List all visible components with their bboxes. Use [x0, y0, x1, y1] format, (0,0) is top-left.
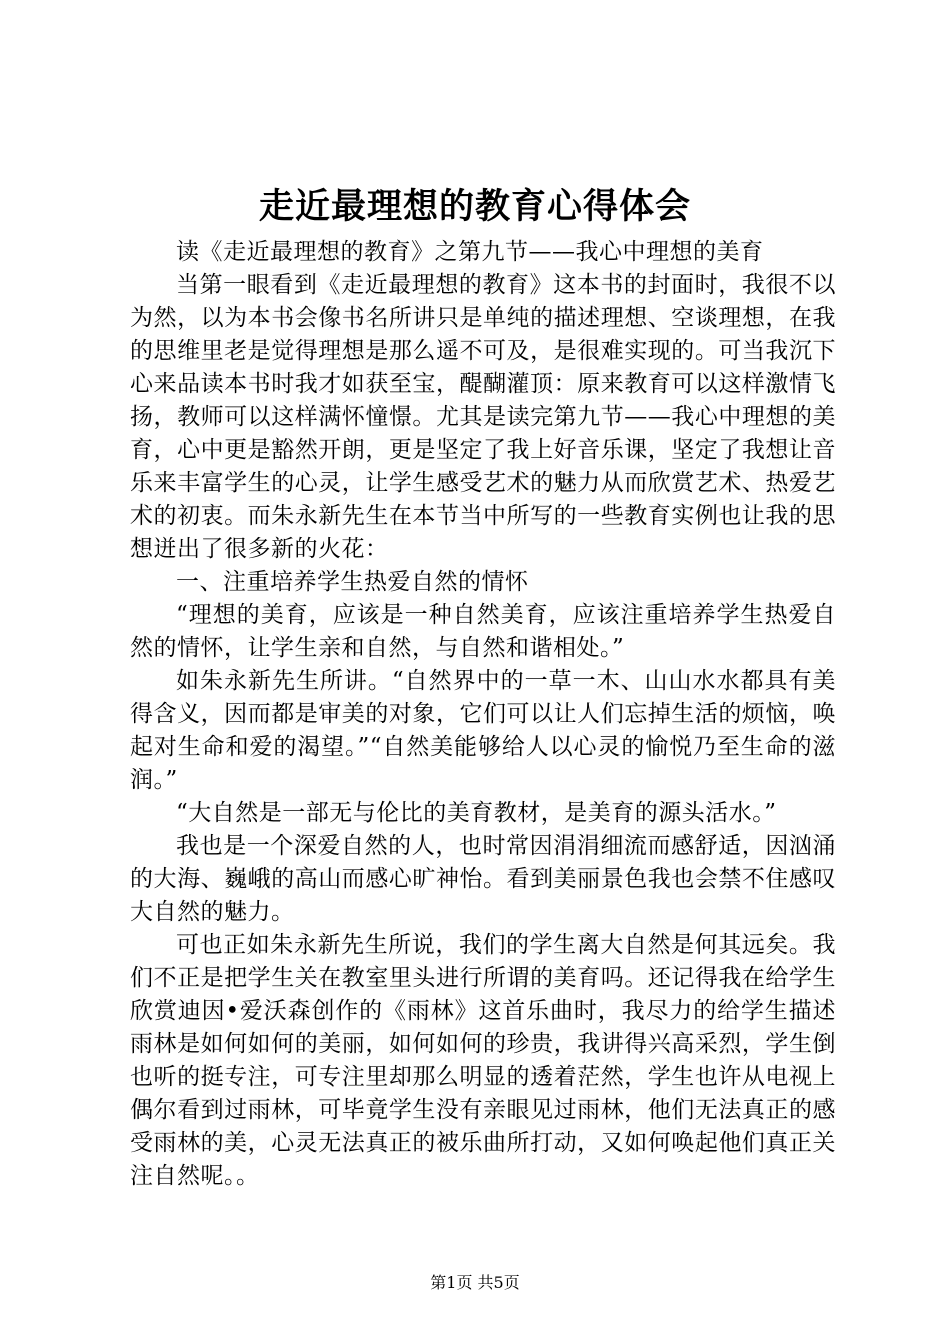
body-paragraph-subtitle: 读《走近最理想的教育》之第九节——我心中理想的美育 — [176, 239, 764, 265]
body-paragraph: 可也正如朱永新先生所说，我们的学生离大自然是何其远矣。我们不正是把学生关在教室里头进行所谓的美育吗。还记得我在给学生欣赏迪因•爱沃森创作的《雨林》这首乐曲时，我尽力的给学生描述雨林是如何如何的美丽，如何如何的珍贵，我讲得兴高采烈，学生倒也听的挺专注，可专注里却那么明显的透着茫然，学生也许从电视上偶尔看到过雨林，可毕竟学生没有亲眼见过雨林，他们无法真正的感受雨林的美，心灵无法真正的被乐曲所打动，又如何唤起他们真正关注自然呢。。 — [130, 932, 836, 1189]
page-number-footer: 第1页 共5页 — [430, 1273, 520, 1292]
body-paragraph: 如朱永新先生所讲。“自然界中的一草一木、山山水水都具有美得含义，因而都是审美的对象，它们可以让人们忘掉生活的烦恼，唤起对生命和爱的渴望。”“自然美能够给人以心灵的愉悦乃至生命的滋润。” — [130, 668, 836, 793]
document-title: 走近最理想的教育心得体会 — [258, 187, 691, 227]
body-paragraph: “大自然是一部无与伦比的美育教材，是美育的源头活水。” — [176, 800, 777, 826]
document-body — [130, 236, 836, 1193]
body-paragraph: 当第一眼看到《走近最理想的教育》这本书的封面时，我很不以为然，以为本书会像书名所讲只是单纯的描述理想、空谈理想，在我的思维里老是觉得理想是那么遥不可及，是很难实现的。可当我沉下心来品读本书时我才如获至宝，醍醐灌顶：原来教育可以这样激情飞扬，教师可以这样满怀憧憬。尤其是读完第九节——我心中理想的美育，心中更是豁然开朗，更是坚定了我上好音乐课，坚定了我想让音乐来丰富学生的心灵，让学生感受艺术的魅力从而欣赏艺术、热爱艺术的初衷。而朱永新先生在本节当中所写的一些教育实例也让我的思想迸出了很多新的火花： — [130, 272, 836, 562]
body-paragraph: 我也是一个深爱自然的人，也时常因涓涓细流而感舒适，因汹涌的大海、巍峨的高山而感心旷神怡。看到美丽景色我也会禁不住感叹大自然的魅力。 — [130, 833, 836, 925]
body-paragraph: “理想的美育，应该是一种自然美育，应该注重培养学生热爱自然的情怀，让学生亲和自然，与自然和谐相处。” — [130, 602, 836, 661]
section-heading: 一、注重培养学生热爱自然的情怀 — [176, 569, 529, 595]
